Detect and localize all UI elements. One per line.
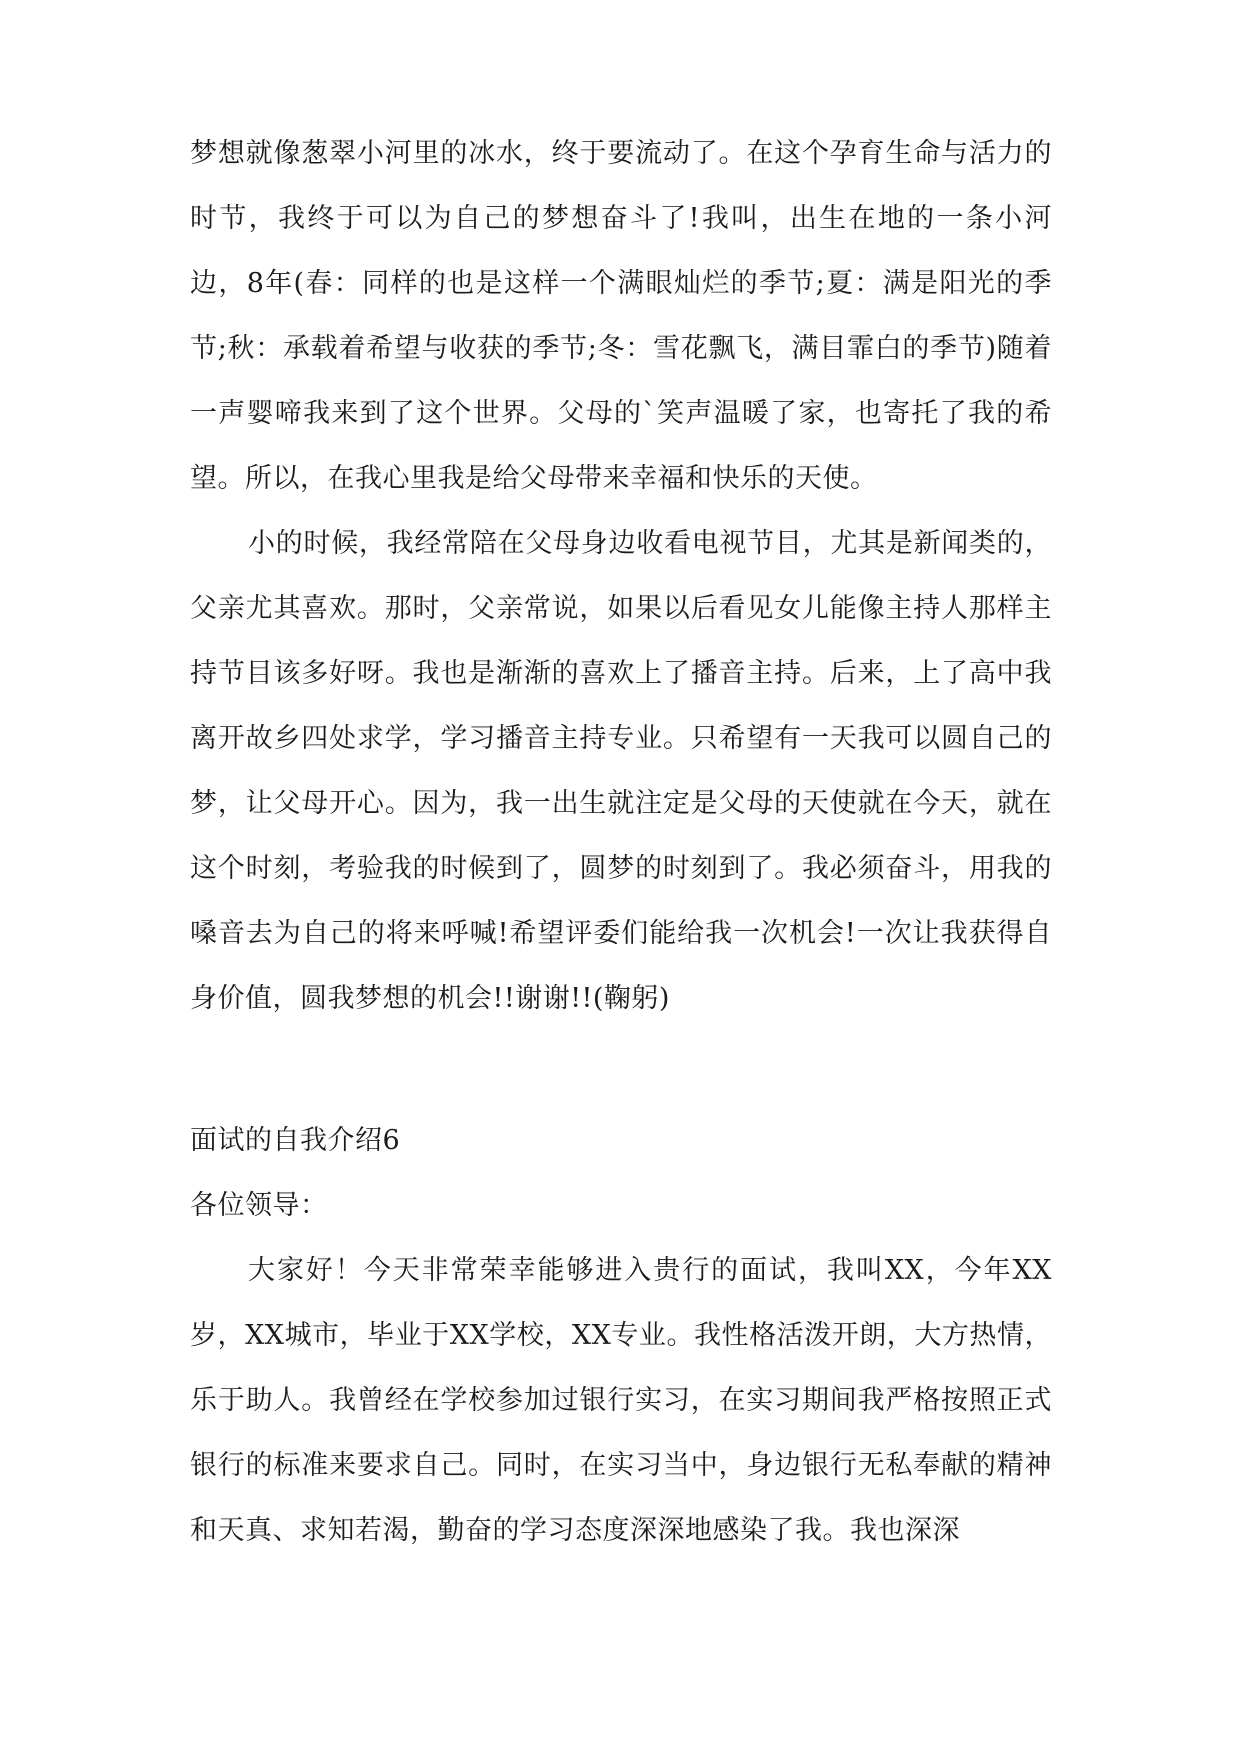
section-header xyxy=(190,1108,1052,1173)
salutation: 各位领导： xyxy=(190,1190,328,1221)
paragraph-self-introduction: 大家好！今天非常荣幸能够进入贵行的面试，我叫XX，今年XX岁，XX城市，毕业于XX学校，XX专业。我性格活泼开朗，大方热情，乐于助人。我曾经在学校参加过银行实习，在实习期间我严格按照正式银行的标准来要求自己。同时，在实习当中，身边银行无私奉献的精神和天真、求知若渴，勤奋的学习态度深深地感染了我。我也深深 xyxy=(190,1255,1052,1546)
paragraph-birth-story: 梦想就像葱翠小河里的冰水，终于要流动了。在这个孕育生命与活力的时节，我终于可以为自己的梦想奋斗了!我叫，出生在地的一条小河边，8年(春：同样的也是这样一个满眼灿烂的季节;夏：满是阳光的季节;秋：承载着希望与收获的季节;冬：雪花飘飞，满目霏白的季节)随着一声婴啼我来到了这个世界。父母的`笑声温暖了家，也寄托了我的希望。所以，在我心里我是给父母带来幸福和快乐的天使。 xyxy=(190,138,1052,494)
body-text-bottom xyxy=(190,1173,1052,1563)
body-text-top xyxy=(190,121,1052,1031)
paragraph-childhood-dream: 小的时候，我经常陪在父母身边收看电视节目，尤其是新闻类的，父亲尤其喜欢。那时，父亲常说，如果以后看见女儿能像主持人那样主持节目该多好呀。我也是渐渐的喜欢上了播音主持。后来，上了高中我离开故乡四处求学，学习播音主持专业。只希望有一天我可以圆自己的梦，让父母开心。因为，我一出生就注定是父母的天使就在今天，就在这个时刻，考验我的时候到了，圆梦的时刻到了。我必须奋斗，用我的嗓音去为自己的将来呼喊!希望评委们能给我一次机会!一次让我获得自身价值，圆我梦想的机会!!谢谢!!(鞠躬) xyxy=(190,528,1052,1014)
section-heading: 面试的自我介绍6 xyxy=(190,1125,401,1156)
